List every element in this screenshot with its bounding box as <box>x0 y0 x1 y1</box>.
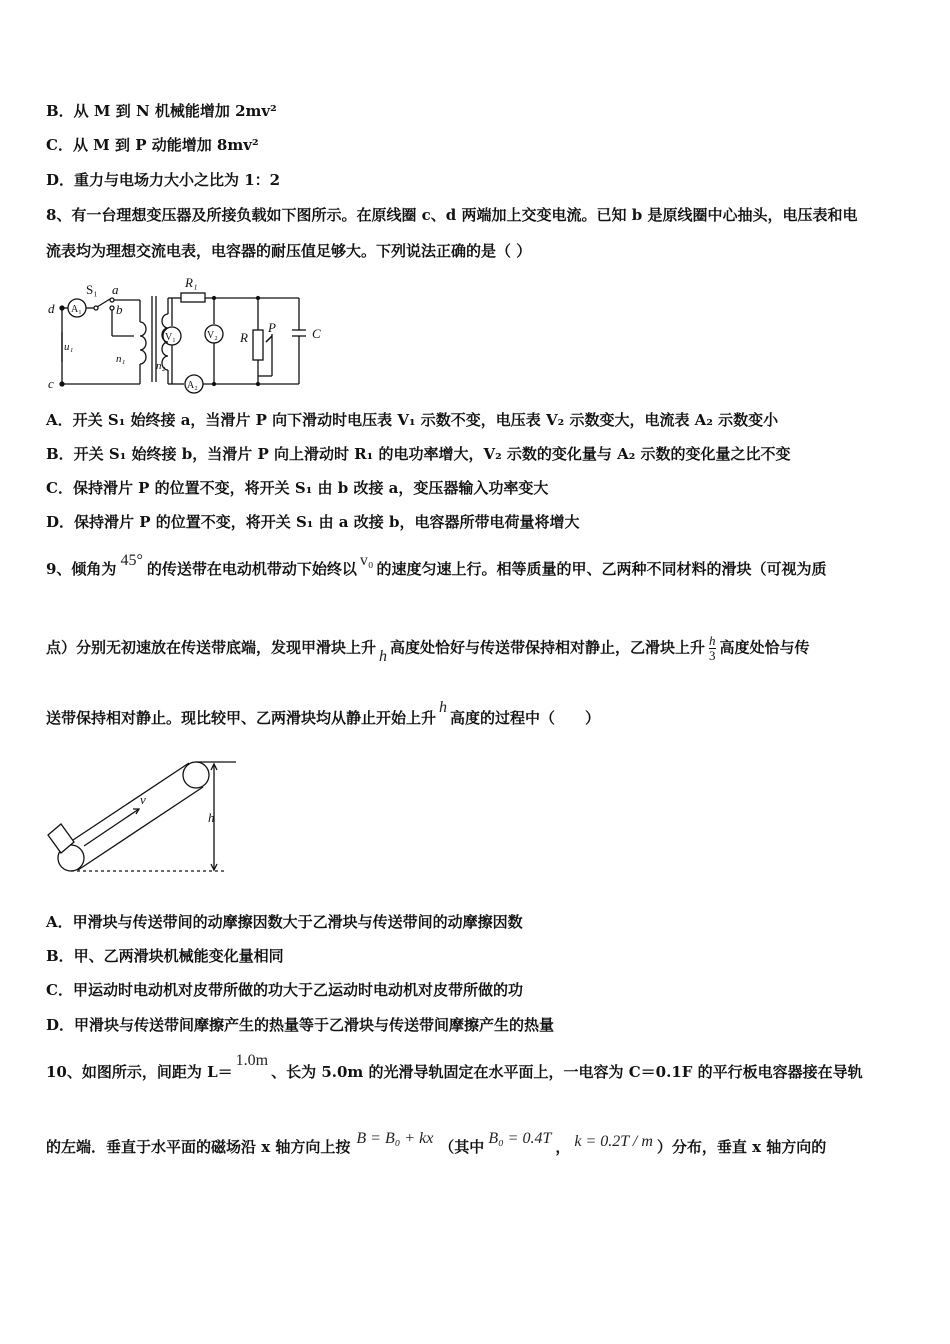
fig-label-r1: R₁ <box>185 275 198 290</box>
q8-stem-line1: 8、有一台理想变压器及所接负载如下图所示。在原线圈 c、d 两端加上交变电流。已知 b 是原线圈中心抽头，电压表和电 <box>46 206 858 224</box>
fig-label-v1: V₁ <box>165 332 176 343</box>
q9-stem-line1: 9、倾角为 45° 的传送带在电动机带动下始终以 v₀ 的速度匀速上行。相等质量的甲、乙两种不同材料的滑块（可视为质 <box>46 552 827 578</box>
q10-stem-line1: 10、如图所示，间距为 L＝1.0m、长为 5.0m 的光滑导轨固定在水平面上，一电容为 C＝0.1F 的平行板电容器接在导轨 <box>46 1052 863 1081</box>
q7-option-b: B．从 M 到 N 机械能增加 2mv² <box>46 102 277 120</box>
fig-label-n2: n₂ <box>156 360 166 372</box>
q10-b0: B₀ = 0.4T <box>488 1130 552 1147</box>
q8-stem-line2: 流表均为理想交流电表，电容器的耐压值足够大。下列说法正确的是（ ） <box>46 242 532 260</box>
fig-label-r: R <box>240 330 248 345</box>
q8-option-d: D．保持滑片 P 的位置不变，将开关 S₁ 由 a 改接 b，电容器所带电荷量将增大 <box>46 513 580 531</box>
fig-label-cap: C <box>312 326 321 341</box>
fig-label-p: P <box>268 320 276 335</box>
fig-label-v2: V₂ <box>207 330 218 341</box>
fig-label-s1: S₁ <box>86 282 98 297</box>
q8-option-b: B．开关 S₁ 始终接 b，当滑片 P 向上滑动时 R₁ 的电功率增大，V₂ 示数的变化量与 A₂ 示数的变化量之比不变 <box>46 445 791 463</box>
fig-label-h: h <box>208 810 215 825</box>
fig-label-a1: A₁ <box>71 304 82 315</box>
q10-stem-line2: 的左端．垂直于水平面的磁场沿 x 轴方向上按 B = B₀ + kx （其中 B₀ = 0.4T ， k = 0.2T / m ）分布，垂直 x 轴方向的 <box>46 1130 827 1156</box>
transformer-circuit-figure <box>44 272 334 394</box>
q8-option-a: A．开关 S₁ 始终接 a，当滑片 P 向下滑动时电压表 V₁ 示数不变，电压表 V₂ 示数变大，电流表 A₂ 示数变小 <box>46 411 779 429</box>
q9-h: h <box>379 647 388 665</box>
q9-option-d: D．甲滑块与传送带间摩擦产生的热量等于乙滑块与传送带间摩擦产生的热量 <box>46 1016 555 1034</box>
fig-label-b: b <box>116 302 123 317</box>
conveyor-belt-figure <box>44 758 244 878</box>
q9-option-a: A．甲滑块与传送带间的动摩擦因数大于乙滑块与传送带间的动摩擦因数 <box>46 913 523 931</box>
q9-stem-line2: 点）分别无初速放在传送带底端，发现甲滑块上升 h 高度处恰好与传送带保持相对静止，乙滑块上升 $\frac{h}{3}$ 高度处恰与传 <box>46 633 810 665</box>
q10-k: k = 0.2T / m <box>574 1133 653 1150</box>
fig-label-c: c <box>48 376 54 391</box>
fig-label-a2: A₂ <box>187 380 198 391</box>
fig-label-n1: n₁ <box>116 353 126 365</box>
fig-label-d: d <box>48 301 55 316</box>
q9-option-c: C．甲运动时电动机对皮带所做的功大于乙运动时电动机对皮带所做的功 <box>46 981 523 999</box>
q9-angle: 45° <box>120 552 143 569</box>
q9-stem-line3: 送带保持相对静止。现比较甲、乙两滑块均从静止开始上升h高度的过程中（ ） <box>46 699 601 727</box>
q8-option-c: C．保持滑片 P 的位置不变，将开关 S₁ 由 b 改接 a，变压器输入功率变大 <box>46 479 549 497</box>
q9-option-b: B．甲、乙两滑块机械能变化量相同 <box>46 947 284 965</box>
q9-fraction: $\frac{h}{3}$ <box>709 633 716 663</box>
q9-v0: v₀ <box>359 552 374 569</box>
q7-option-c: C．从 M 到 P 动能增加 8mv² <box>46 136 259 154</box>
q9-h-2: h <box>439 699 448 716</box>
fig-label-v: v <box>140 792 146 807</box>
fig-label-u1: u₁ <box>64 341 74 353</box>
q7-option-d: D．重力与电场力大小之比为 1：2 <box>46 171 281 189</box>
fig-label-a: a <box>112 282 119 297</box>
q10-formula: B = B₀ + kx <box>356 1130 434 1147</box>
q10-l-value: 1.0m <box>235 1052 269 1069</box>
